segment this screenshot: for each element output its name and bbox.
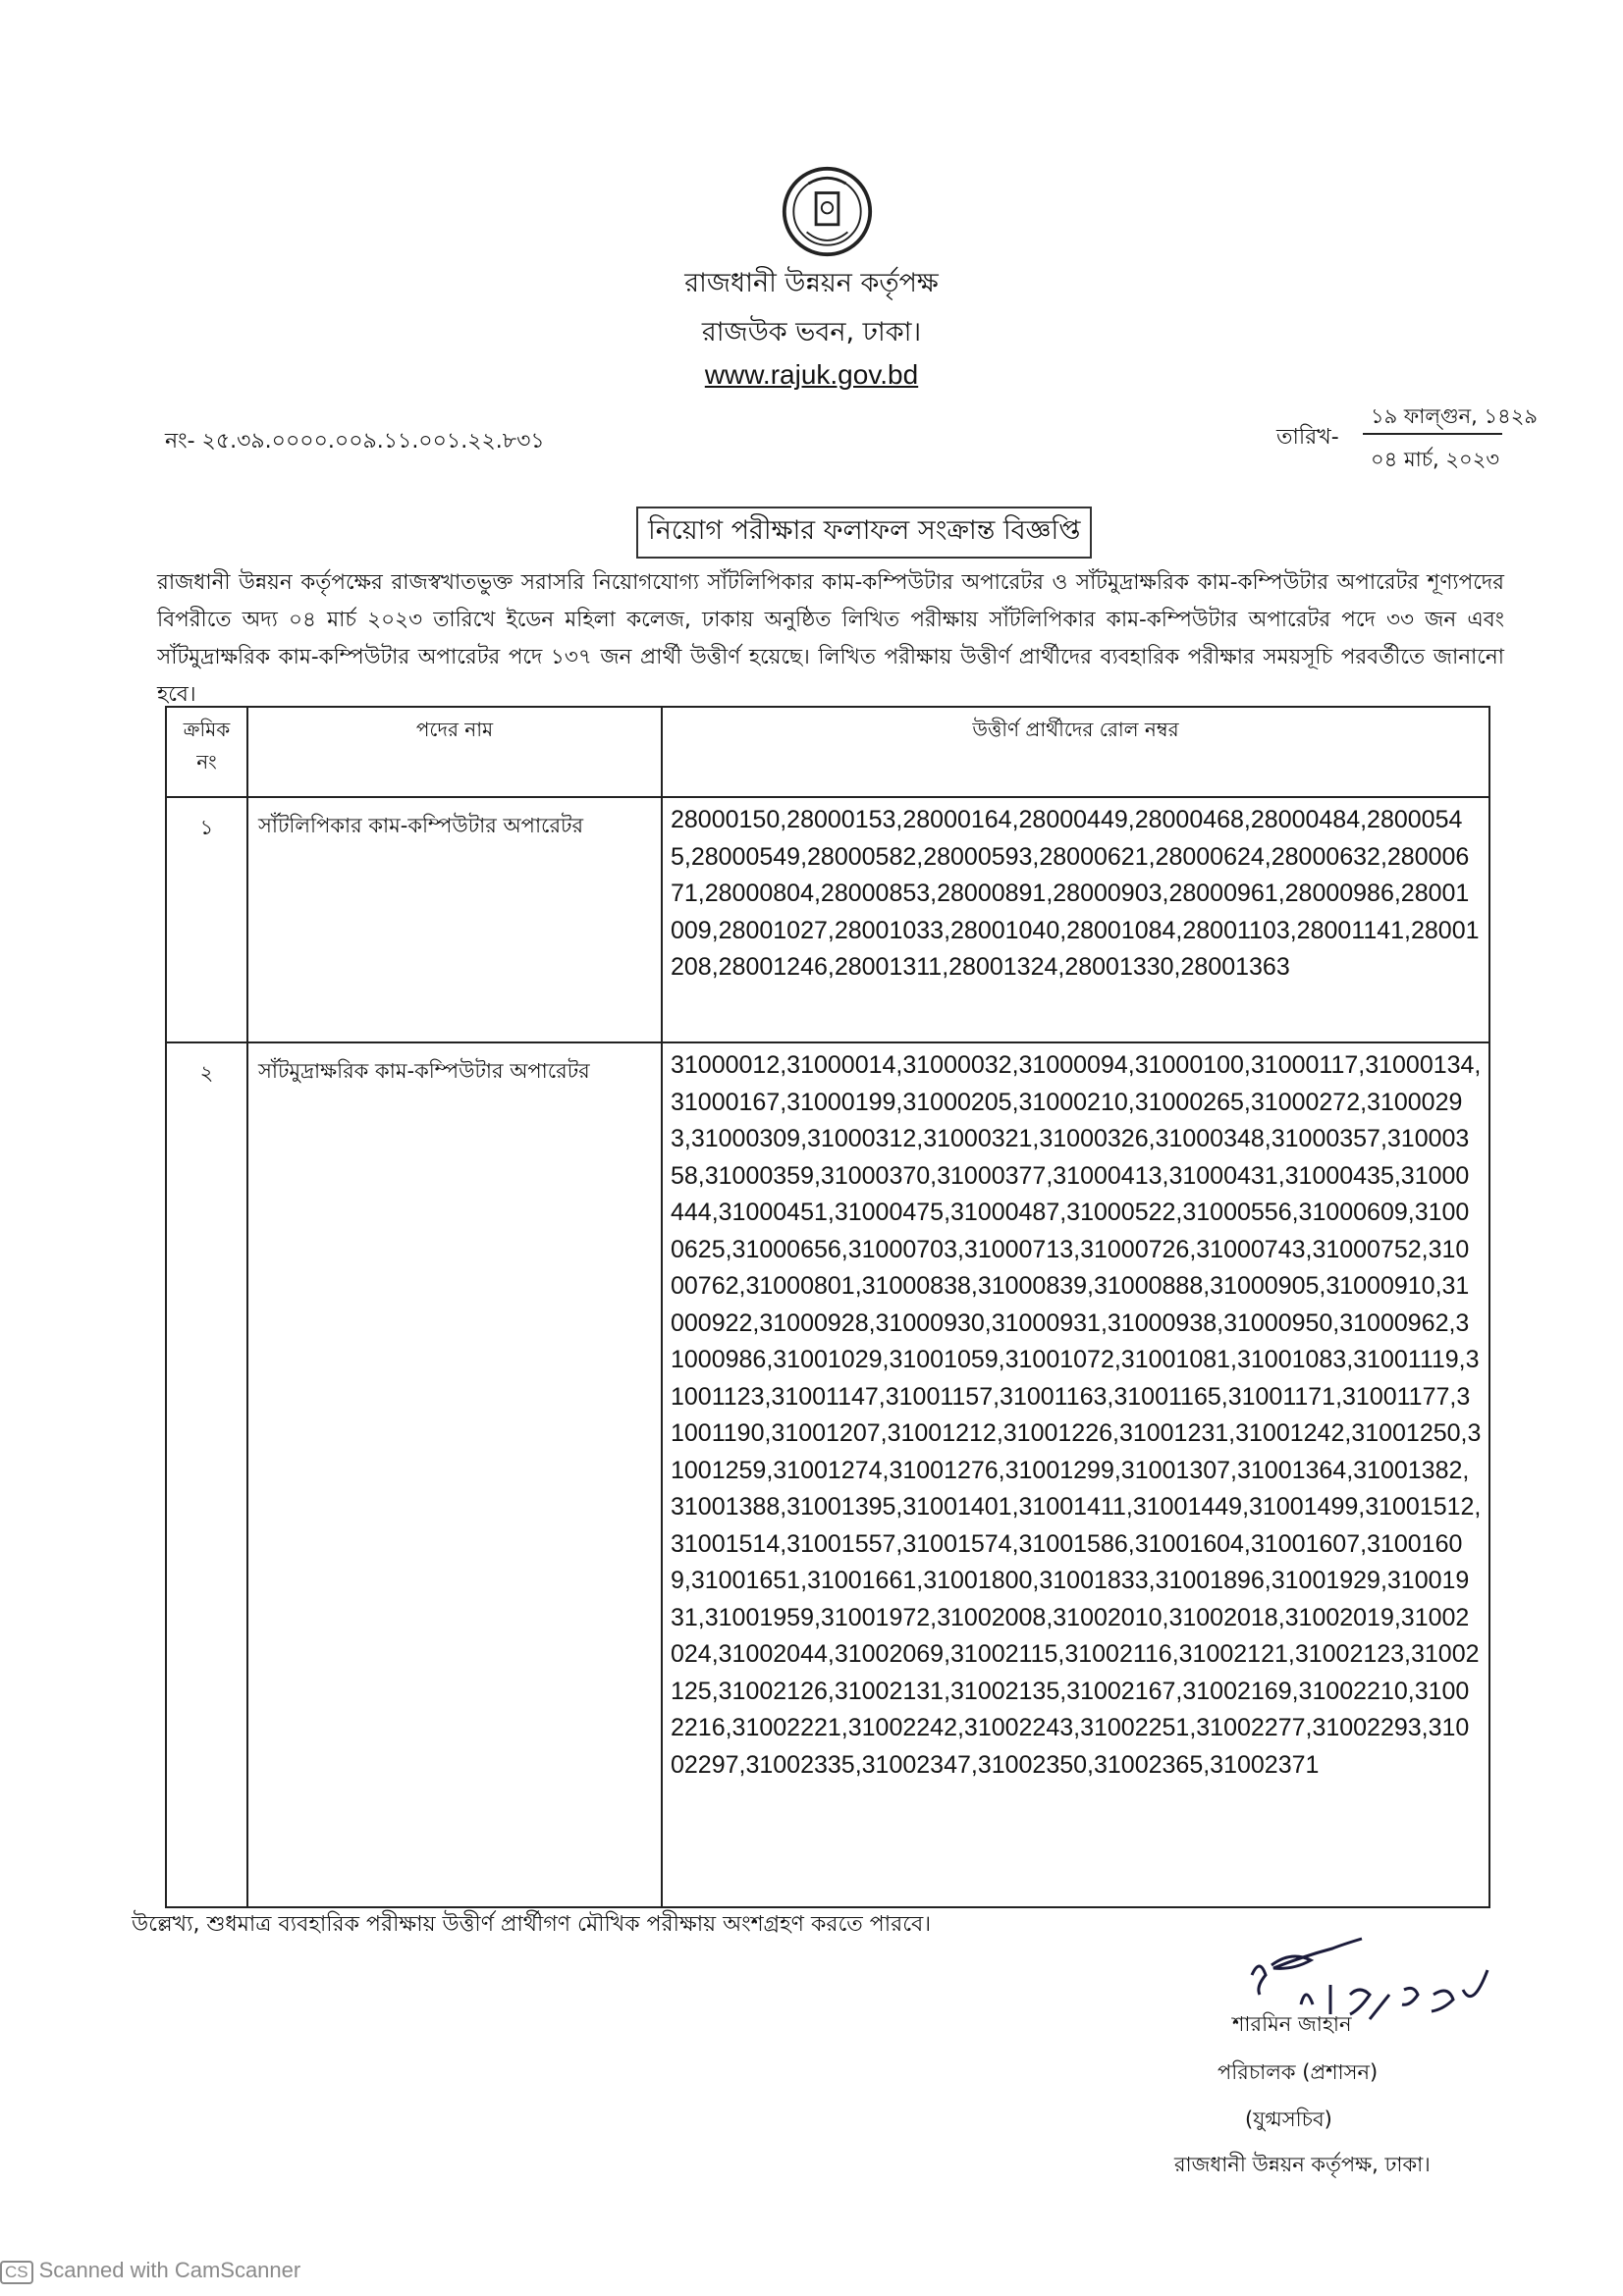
notice-title: নিয়োগ পরীক্ষার ফলাফল সংক্রান্ত বিজ্ঞপ্তি <box>636 507 1092 559</box>
signatory-organization: রাজধানী উন্নয়ন কর্তৃপক্ষ, ঢাকা। <box>1174 2153 1431 2176</box>
organization-name: রাজধানী উন্নয়ন কর্তৃপক্ষ <box>684 268 939 298</box>
website-link[interactable]: www.rajuk.gov.bd <box>704 359 919 390</box>
footnote: উল্লেখ্য, শুধমাত্র ব্যবহারিক পরীক্ষায় উত্তীর্ণ প্রার্থীগণ মৌখিক পরীক্ষায় অংশগ্রহণ করতে পারবে। <box>132 1912 932 1937</box>
notice-body: রাজধানী উন্নয়ন কর্তৃপক্ষের রাজস্বখাতভুক্ত সরাসরি নিয়োগযোগ্য সাঁটলিপিকার কাম-কম্পিউটার অপারেটর ও সাঁটমুদ্রাক্ষরিক কাম-কম্পিউটার অপারেটর শূণ্যপদের বিপরীতে অদ্য ০৪ মার্চ ২০২৩ তারিখে ইডেন মহিলা কলেজ, ঢাকায় অনুষ্ঠিত লিখিত পরীক্ষায় সাঁটলিপিকার কাম-কম্পিউটার অপারেটর পদে ৩৩ জন এবং সাঁটমুদ্রাক্ষরিক কাম-কম্পিউটার অপারেটর পদে ১৩৭ জন প্রার্থী উত্তীর্ণ হয়েছে। লিখিত পরীক্ষায় উত্তীর্ণ প্রার্থীদের ব্যবহারিক পরীক্ষার সময়সূচি পরবর্তীতে জানানো হবে। <box>157 570 1504 707</box>
scanner-text: Scanned with CamScanner <box>38 2258 301 2282</box>
row-roll-numbers: 31000012,31000014,31000032,31000094,31000100,31000117,31000134,31000167,31000199,31000205,31000210,31000265,31000272,31000293,31000309,31000312,31000321,31000326,31000348,31000357,31000358,31000359,31000370,31000377,31000413,31000431,31000435,31000444,31000451,31000475,31000487,31000522,31000556,31000609,31000625,31000656,31000703,31000713,31000726,31000743,31000752,31000762,31000801,31000838,31000839,31000888,31000905,31000910,31000922,31000928,31000930,31000931,31000938,31000950,31000962,31000986,31001029,31001059,31001072,31001081,31001083,31001119,31001123,31001147,31001157,31001163,31001165,31001171,31001177,31001190,31001207,31001212,31001226,31001231,31001242,31001250,31001259,31001274,31001276,31001299,31001307,31001364,31001382,31001388,31001395,31001401,31001411,31001449,31001499,31001512,31001514,31001557,31001574,31001586,31001604,31001607,31001609,31001651,31001661,31001800,31001833,31001896,31001929,31001931,31001959,31001972,31002008,31002010,31002018,31002019,31002024,31002044,31002069,31002115,31002116,31002121,31002123,31002125,31002126,31002131,31002135,31002167,31002169,31002210,31002216,31002221,31002242,31002243,31002251,31002277,31002293,31002297,31002335,31002347,31002350,31002365,31002371 <box>662 1042 1489 1907</box>
signatory-title: পরিচালক (প্রশাসন) <box>1217 2060 1379 2084</box>
header-serial-line1: ক্রমিক <box>183 718 231 741</box>
signatory-name: শারমিন জাহান <box>1232 2012 1352 2036</box>
camscanner-icon: CS <box>0 2261 33 2284</box>
table-row <box>166 797 1489 1042</box>
results-table <box>165 706 1490 1908</box>
date-divider <box>1363 433 1502 435</box>
rajuk-emblem-icon <box>781 165 874 258</box>
header-serial-line2: নং <box>196 750 217 774</box>
row-roll-numbers: 28000150,28000153,28000164,28000449,28000468,28000484,28000545,28000549,28000582,28000593,28000621,28000624,28000632,28000671,28000804,28000853,28000891,28000903,28000961,28000986,28001009,28001027,28001033,28001040,28001084,28001103,28001141,28001208,28001246,28001311,28001324,28001330,28001363 <box>662 797 1489 1042</box>
scanner-watermark <box>0 2258 300 2284</box>
signatory-rank: (যুগ্মসচিব) <box>1245 2108 1332 2131</box>
row-serial: ১ <box>166 797 247 1042</box>
table-header-row <box>166 707 1489 797</box>
row-post-name: সাঁটমুদ্রাক্ষরিক কাম-কম্পিউটার অপারেটর <box>247 1042 662 1907</box>
organization-address: রাজউক ভবন, ঢাকা। <box>701 317 922 347</box>
date-label: তারিখ- <box>1276 425 1339 450</box>
memo-number: নং- ২৫.৩৯.০০০০.০০৯.১১.০০১.২২.৮৩১ <box>165 429 545 454</box>
header-post: পদের নাম <box>247 707 662 797</box>
row-post-name: সাঁটলিপিকার কাম-কম্পিউটার অপারেটর <box>247 797 662 1042</box>
table-row <box>166 1042 1489 1907</box>
date-gregorian: ০৪ মার্চ, ২০২৩ <box>1371 448 1500 471</box>
header-serial <box>166 707 247 797</box>
header-rolls: উত্তীর্ণ প্রার্থীদের রোল নম্বর <box>662 707 1489 797</box>
date-bangla: ১৯ ফাল্গুন, ১৪২৯ <box>1371 404 1539 428</box>
row-serial: ২ <box>166 1042 247 1907</box>
